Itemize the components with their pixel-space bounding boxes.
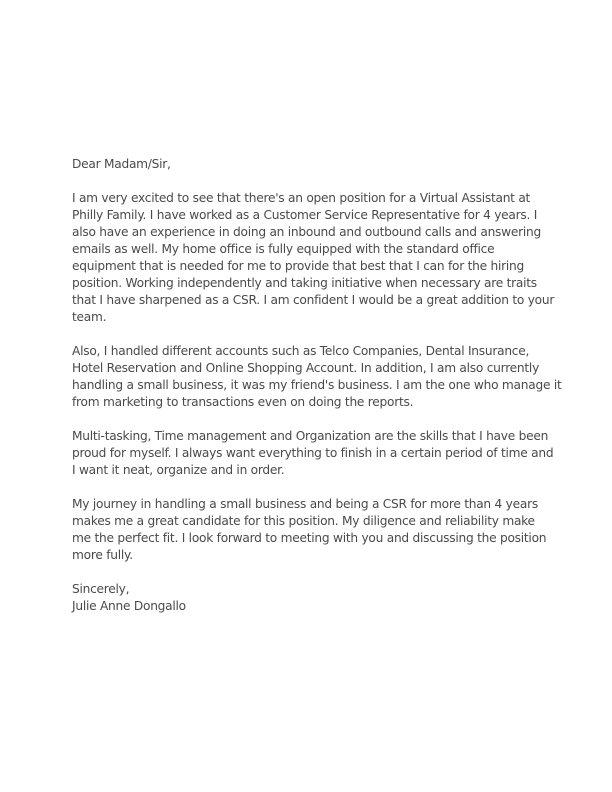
text-line: makes me a great candidate for this position. My diligence and reliability make (72, 514, 535, 528)
cover-letter (72, 156, 562, 615)
spacer (72, 326, 552, 343)
text-line: Philly Family. I have worked as a Customer Service Representative for 4 years. I (72, 208, 538, 222)
text-line: from marketing to transactions even on doing the reports. (72, 395, 414, 409)
text-line: team. (72, 310, 107, 324)
paragraph-introduction (72, 190, 555, 326)
salutation: Dear Madam/Sir, (72, 157, 171, 171)
text-line: Also, I handled different accounts such as Telco Companies, Dental Insurance, (72, 344, 530, 358)
spacer (72, 564, 552, 581)
text-line: position. Working independently and taking initiative when necessary are traits (72, 276, 537, 290)
text-line: Multi-tasking, Time management and Organization are the skills that I have been (72, 429, 549, 443)
text-line: emails as well. My home office is fully equipped with the standard office (72, 242, 495, 256)
text-line: that I have sharpened as a CSR. I am confident I would be a great addition to your (72, 293, 555, 307)
spacer (72, 173, 552, 190)
text-line: me the perfect fit. I look forward to meeting with you and discussing the position (72, 531, 547, 545)
paragraph-conclusion (72, 496, 552, 564)
text-line: handling a small business, it was my friend's business. I am the one who manage it (72, 378, 562, 392)
text-line: proud for myself. I always want everything to finish in a certain period of time and (72, 446, 554, 460)
closing: Sincerely, (72, 582, 130, 596)
spacer (72, 411, 552, 428)
spacer (72, 479, 552, 496)
paragraph-experience (72, 343, 562, 411)
text-line: Hotel Reservation and Online Shopping Account. In addition, I am also currently (72, 361, 540, 375)
text-line: I want it neat, organize and in order. (72, 463, 285, 477)
text-line: My journey in handling a small business and being a CSR for more than 4 years (72, 497, 538, 511)
signature: Julie Anne Dongallo (72, 599, 186, 613)
text-line: also have an experience in doing an inbound and outbound calls and answering (72, 225, 541, 239)
paragraph-skills (72, 428, 552, 479)
text-line: I am very excited to see that there's an open position for a Virtual Assistant at (72, 191, 531, 205)
text-line: equipment that is needed for me to provide that best that I can for the hiring (72, 259, 524, 273)
text-line: more fully. (72, 548, 133, 562)
